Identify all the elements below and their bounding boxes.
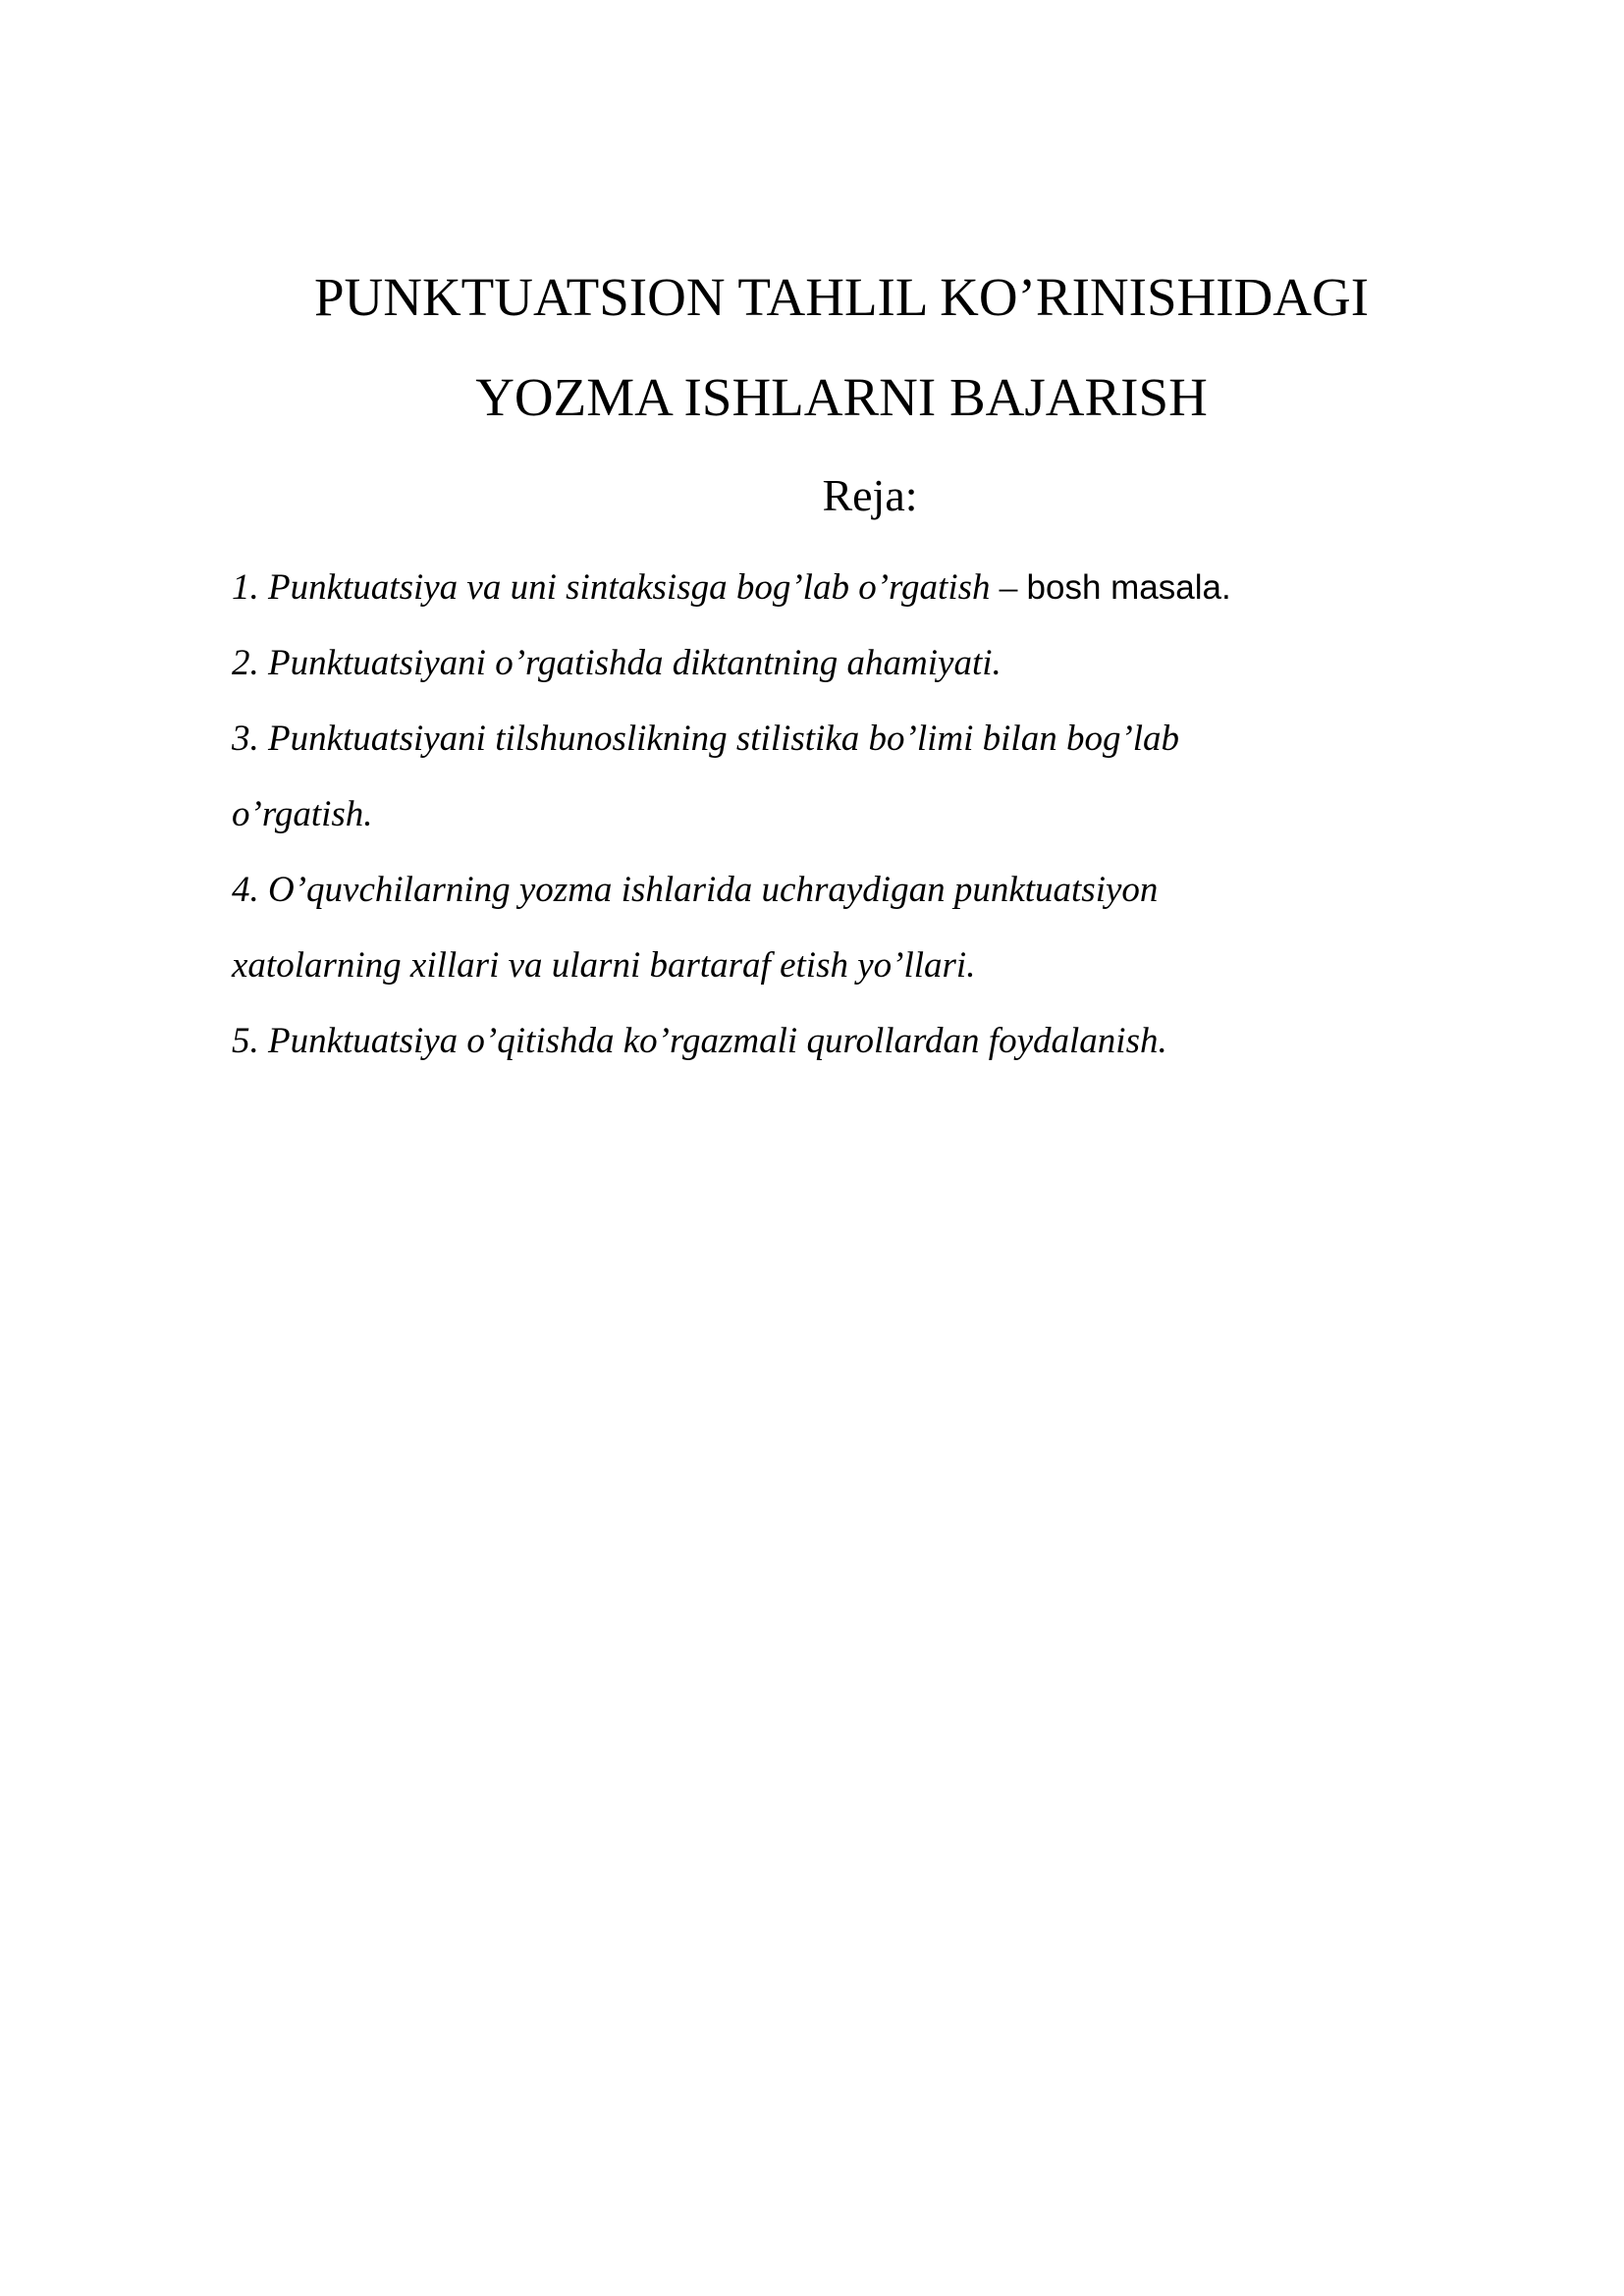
plan-line-3-continued-text: o’rgatish. (232, 794, 373, 834)
plan-line-3-text: 3. Punktuatsiyani tilshunoslikning stilistika bo’limi bilan bog’lab (232, 719, 1180, 759)
plan-line-1-upright-text: bosh masala. (1026, 568, 1231, 607)
plan-line-5 (232, 1003, 1459, 1079)
plan-line-4-continued (232, 928, 1459, 1003)
plan-line-3-continued (232, 776, 1459, 852)
plan-line-2 (232, 625, 1459, 701)
document-title-line-1: PUNKTUATSION TAHLIL KO’RINISHIDAGI (313, 267, 1370, 327)
plan-list (232, 550, 1459, 1079)
plan-line-2-text: 2. Punktuatsiyani o’rgatishda diktantning ahamiyati. (232, 643, 1001, 683)
plan-heading: Reja: (822, 470, 918, 520)
plan-line-4-continued-text: xatolarning xillari va ularni bartaraf etish yo’llari. (232, 945, 976, 986)
plan-line-5-text: 5. Punktuatsiya o’qitishda ko’rgazmali qurollardan foydalanish. (232, 1021, 1167, 1061)
plan-line-4-text: 4. O’quvchilarning yozma ishlarida uchraydigan punktuatsiyon (232, 870, 1159, 910)
plan-line-1-text: 1. Punktuatsiya va uni sintaksisga bog’lab o’rgatish – (232, 567, 1027, 608)
plan-line-3 (232, 701, 1459, 776)
plan-line-1 (232, 550, 1459, 625)
document-title-line-2: YOZMA ISHLARNI BAJARISH (475, 367, 1208, 427)
plan-line-4 (232, 852, 1459, 928)
